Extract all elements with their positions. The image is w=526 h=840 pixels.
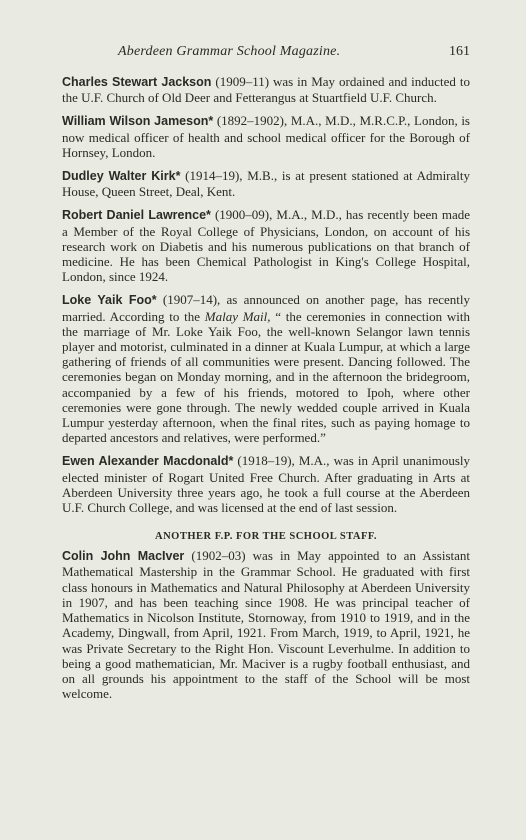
entry-name: Ewen Alexander Macdonald* bbox=[62, 454, 234, 469]
entry-name: William Wilson Jameson* bbox=[62, 114, 214, 129]
entry-text: (1892–1902), M.A., M.D., M.R.C.P., London, is now medical officer of health and school medical officer for the Borough of Hornsey, London. bbox=[62, 113, 470, 160]
entry-text: (1902–03) was in May appointed to an Assistant Mathematical Mastership in the Grammar School. He graduated with first class honours in Mathematics and Natural Philosophy at Aberdeen University in 1907, and has been teaching since 1908. He was principal teacher of Mathematics in Nicolson Institute, Stornoway, from 1910 to 1919, and in the Academy, Dingwall, from April, 1921. From March, 1919, to April, 1921, he was Private Secretary to the Right Hon. Viscount Leverhulme. In addition to being a good mathematician, Mr. Maciver is a rugby football enthusiast, and on all grounds his appointment to the staff of the School will be most welcome. bbox=[62, 548, 471, 702]
newspaper-title: Malay Mail, bbox=[204, 308, 271, 324]
running-title: Aberdeen Grammar School Magazine. bbox=[118, 44, 341, 59]
entry-kirk bbox=[62, 168, 470, 199]
entry-loke bbox=[62, 292, 470, 445]
entry-name: Colin John MacIver bbox=[62, 549, 185, 564]
entry-jackson bbox=[62, 74, 470, 105]
entry-jameson bbox=[62, 113, 470, 160]
entry-name: Charles Stewart Jackson bbox=[62, 75, 212, 89]
section-heading: ANOTHER F.P. FOR THE SCHOOL STAFF. bbox=[155, 531, 377, 543]
entry-macdonald bbox=[62, 453, 470, 515]
entry-name: Dudley Walter Kirk* bbox=[62, 169, 181, 184]
page-number: 161 bbox=[449, 44, 470, 59]
running-header bbox=[62, 44, 470, 64]
entry-text: (1909–11) was in May ordained and inducted to the U.F. Church of Old Deer and Fetterangus at Stuartfield U.F. Church. bbox=[62, 74, 470, 106]
entry-text: (1900–09), M.A., M.D., has recently been made a Member of the Royal College of Physicians, London, on account of his research work on Diabetis and his numerous publications on that branch of medicine. He has been Chemical Pathologist in King's College Hospital, London, since 1924. bbox=[62, 207, 471, 285]
entry-maciver bbox=[62, 548, 470, 701]
entry-text: (1914–19), M.B., is at present stationed at Admiralty House, Queen Street, Deal, Kent. bbox=[62, 168, 471, 200]
entry-name: Robert Daniel Lawrence* bbox=[62, 208, 211, 223]
entry-quote: “ the ceremonies in connection with the marriage of Mr. Loke Yaik Foo, the well-known Selangor lawn tennis player and motorist, culminated in a dinner at Kuala Lumpur, at which a large gathering of friends of all communities were present. Dancing followed. The ceremonies began on Monday morning, and in the afternoon the bridegroom, accompanied by a few of his friends, motored to Ipoh, where other ceremonies were gone through. The newly wedded couple arrived in Kuala Lumpur yesterday afternoon, when the final rites, such as paying homage to departed ancestors and relatives, were performed.” bbox=[62, 308, 470, 446]
entry-text: (1918–19), M.A., was in April unanimously elected minister of Rogart United Free Church. After graduating in Arts at Aberdeen University three years ago, he took a full course at the Aberdeen U.F. Church College, and was licensed at the end of last session. bbox=[62, 453, 470, 516]
entry-name: Loke Yaik Foo* bbox=[62, 293, 157, 308]
entry-text: (1907–14), as announced on another page, has recently married. According to the bbox=[62, 292, 470, 324]
entry-lawrence bbox=[62, 207, 470, 284]
